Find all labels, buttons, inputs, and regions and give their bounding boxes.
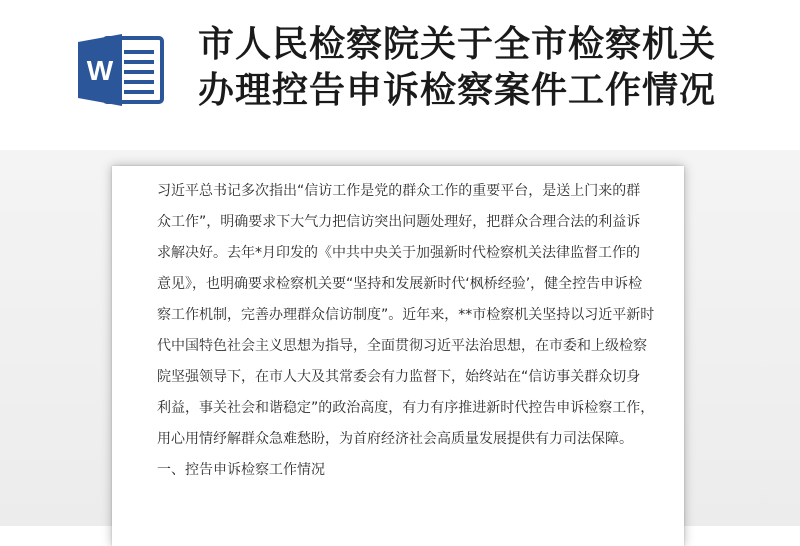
title-line-1: 市人民检察院关于全市检察机关 — [198, 24, 717, 65]
body-line: 代中国特色社会主义思想为指导，全面贯彻习近平法治思想，在市委和上级检察 — [157, 338, 647, 354]
body-line: 利益，事关社会和谐稳定”的政治高度，有力有序推进新时代控告申诉检察工作， — [157, 400, 655, 416]
body-line: 院坚强领导下，在市人大及其常委会有力监督下，始终站在“信访事关群众切身 — [157, 369, 641, 385]
document-page — [112, 166, 684, 546]
body-line: 求解决好。去年*月印发的《中共中央关于加强新时代检察机关法律监督工作的 — [157, 245, 640, 261]
body-line: 习近平总书记多次指出“信访工作是党的群众工作的重要平台，是送上门来的群 — [157, 183, 641, 199]
document-body — [157, 176, 655, 486]
svg-text:W: W — [86, 55, 114, 86]
body-line: 意见》，也明确要求检察机关要“坚持和发展新时代‘枫桥经验’，健全控告申诉检 — [157, 276, 643, 292]
body-line: 察工作机制，完善办理群众信访制度”。近年来，**市检察机关坚持以习近平新时 — [157, 307, 655, 323]
section-heading: 一、控告申诉检察工作情况 — [157, 462, 325, 478]
document-title — [198, 22, 788, 114]
body-line: 众工作”，明确要求下大气力把信访突出问题处理好，把群众合理合法的利益诉 — [157, 214, 641, 230]
word-icon — [74, 30, 166, 110]
header-band — [0, 0, 800, 150]
body-line: 用心用情纾解群众急难愁盼，为首府经济社会高质量发展提供有力司法保障。 — [157, 431, 633, 447]
title-line-2: 办理控告申诉检察案件工作情况 — [198, 70, 717, 111]
